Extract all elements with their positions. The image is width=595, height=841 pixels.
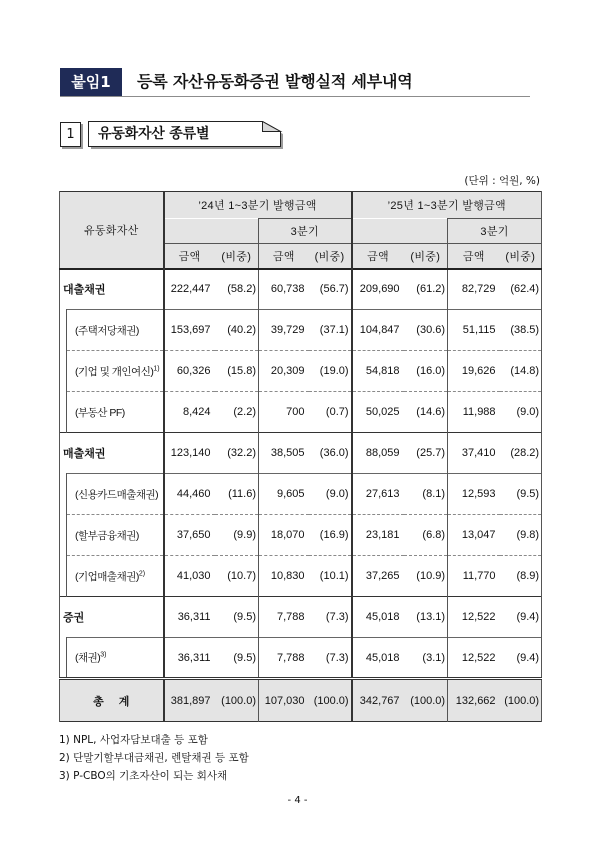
amount-2024-q3: 38,505: [259, 433, 309, 474]
footnote: 3) P-CBO의 기초자산이 되는 회사채: [59, 770, 228, 782]
unit-note: (단위 : 억원, %): [464, 175, 540, 187]
amount-2024-ytd: 36,311: [164, 638, 215, 679]
amount-2024-q3: 39,729: [259, 310, 309, 351]
header-2024-ytd: ’24년 1~3분기 발행금액: [164, 192, 352, 219]
share-2025-q3: (28.2): [500, 433, 542, 474]
amount-2025-q3: 82,729: [448, 269, 500, 310]
share-2024-ytd: (9.9): [215, 515, 259, 556]
share-2024-q3: (36.0): [309, 433, 352, 474]
header-2024-ytd-continued: [164, 219, 259, 244]
row-label: (채권): [75, 652, 101, 664]
amount-2025-ytd: 23,181: [352, 515, 404, 556]
amount-2025-q3: 37,410: [448, 433, 500, 474]
group-indent: [60, 474, 67, 597]
amount-2025-q3: 12,522: [448, 597, 500, 638]
amount-2024-ytd: 381,897: [164, 679, 215, 722]
footnote-marker: 3): [100, 651, 107, 659]
amount-2024-ytd: 36,311: [164, 597, 215, 638]
share-2025-q3: (62.4): [500, 269, 542, 310]
row-label: (주택저당채권): [67, 310, 164, 351]
annex-label: 붙임1: [60, 68, 122, 96]
share-2025-ytd: (10.9): [404, 556, 448, 597]
amount-2025-ytd: 37,265: [352, 556, 404, 597]
table-row: [60, 556, 542, 597]
table-row: [60, 474, 542, 515]
share-2024-ytd: (9.5): [215, 638, 259, 679]
share-2025-ytd: (13.1): [404, 597, 448, 638]
header-2024-q3: 3분기: [259, 219, 352, 244]
share-2025-ytd: (16.0): [404, 351, 448, 392]
share-2024-ytd: (11.6): [215, 474, 259, 515]
amount-2025-q3: 11,770: [448, 556, 500, 597]
amount-2024-ytd: 153,697: [164, 310, 215, 351]
footnote-marker: 1): [153, 365, 160, 372]
amount-2025-q3: 12,593: [448, 474, 500, 515]
title-underline: [60, 96, 530, 97]
amount-2024-ytd: 44,460: [164, 474, 215, 515]
share-2024-q3: (7.3): [309, 638, 352, 679]
header-amount: 금액: [352, 244, 404, 269]
share-2025-ytd: (30.6): [404, 310, 448, 351]
share-2025-ytd: (14.6): [404, 392, 448, 433]
row-label: (신용카드매출채권): [67, 474, 164, 515]
table-row: [60, 597, 542, 638]
share-2024-ytd: (15.8): [215, 351, 259, 392]
total-label: 총 계: [60, 679, 164, 722]
share-2025-q3: (9.4): [500, 638, 542, 679]
amount-2025-q3: 12,522: [448, 638, 500, 679]
share-2025-q3: (100.0): [500, 679, 542, 722]
amount-2025-ytd: 27,613: [352, 474, 404, 515]
table-row: [60, 515, 542, 556]
amount-2024-ytd: 222,447: [164, 269, 215, 310]
section-title: 유동화자산 종류별: [98, 126, 210, 142]
amount-2025-ytd: 104,847: [352, 310, 404, 351]
amount-2024-ytd: 41,030: [164, 556, 215, 597]
page-number: - 4 -: [287, 795, 308, 806]
share-2025-q3: (9.0): [500, 392, 542, 433]
row-label-cell: [67, 351, 164, 392]
share-2024-ytd: (40.2): [215, 310, 259, 351]
amount-2024-q3: 700: [259, 392, 309, 433]
share-2024-q3: (100.0): [309, 679, 352, 722]
row-label: 대출채권: [60, 269, 164, 310]
amount-2024-q3: 60,738: [259, 269, 309, 310]
share-2025-ytd: (3.1): [404, 638, 448, 679]
total-row: [60, 679, 542, 722]
table-row: [60, 433, 542, 474]
amount-2025-q3: 11,988: [448, 392, 500, 433]
row-label: (부동산 PF): [67, 392, 164, 433]
share-2024-ytd: (2.2): [215, 392, 259, 433]
header-2025-q3: 3분기: [448, 219, 542, 244]
row-label-cell: [67, 556, 164, 597]
amount-2024-ytd: 8,424: [164, 392, 215, 433]
header-share: (비중): [215, 244, 259, 269]
row-label-cell: [67, 638, 164, 679]
header-share: (비중): [309, 244, 352, 269]
header-amount: 금액: [259, 244, 309, 269]
header-asset-type: 유동화자산: [60, 192, 164, 269]
share-2024-q3: (19.0): [309, 351, 352, 392]
share-2024-ytd: (100.0): [215, 679, 259, 722]
amount-2024-ytd: 37,650: [164, 515, 215, 556]
table-row: [60, 269, 542, 310]
amount-2024-q3: 10,830: [259, 556, 309, 597]
share-2024-ytd: (9.5): [215, 597, 259, 638]
row-label: (할부금융채권): [67, 515, 164, 556]
header-amount: 금액: [164, 244, 215, 269]
table-row: [60, 351, 542, 392]
share-2024-q3: (9.0): [309, 474, 352, 515]
amount-2025-q3: 132,662: [448, 679, 500, 722]
share-2024-q3: (37.1): [309, 310, 352, 351]
footnote: 2) 단말기할부대금채권, 렌탈채권 등 포함: [59, 752, 249, 764]
amount-2025-ytd: 88,059: [352, 433, 404, 474]
amount-2025-q3: 13,047: [448, 515, 500, 556]
table-row: [60, 638, 542, 679]
share-2025-q3: (38.5): [500, 310, 542, 351]
section-number: 1: [60, 122, 81, 147]
footnotes: [59, 731, 249, 785]
row-label: 증권: [60, 597, 164, 638]
amount-2025-q3: 51,115: [448, 310, 500, 351]
amount-2024-q3: 9,605: [259, 474, 309, 515]
amount-2024-ytd: 123,140: [164, 433, 215, 474]
share-2024-q3: (16.9): [309, 515, 352, 556]
header-row: [60, 192, 542, 219]
section-title-box: [88, 121, 284, 149]
row-label: 매출채권: [60, 433, 164, 474]
share-2024-ytd: (58.2): [215, 269, 259, 310]
amount-2024-q3: 7,788: [259, 638, 309, 679]
amount-2024-q3: 20,309: [259, 351, 309, 392]
header-amount: 금액: [448, 244, 500, 269]
share-2025-q3: (9.5): [500, 474, 542, 515]
amount-2025-q3: 19,626: [448, 351, 500, 392]
group-indent: [60, 310, 67, 433]
header-share: (비중): [500, 244, 542, 269]
share-2024-q3: (7.3): [309, 597, 352, 638]
share-2025-ytd: (100.0): [404, 679, 448, 722]
share-2025-ytd: (25.7): [404, 433, 448, 474]
amount-2024-q3: 107,030: [259, 679, 309, 722]
footnote: 1) NPL, 사업자담보대출 등 포함: [59, 734, 208, 746]
amount-2025-ytd: 209,690: [352, 269, 404, 310]
share-2024-q3: (0.7): [309, 392, 352, 433]
share-2025-q3: (14.8): [500, 351, 542, 392]
amount-2024-q3: 18,070: [259, 515, 309, 556]
table-row: [60, 310, 542, 351]
table-row: [60, 392, 542, 433]
header-share: (비중): [404, 244, 448, 269]
share-2025-q3: (8.9): [500, 556, 542, 597]
row-label: (기업매출채권): [75, 570, 139, 583]
amount-2025-ytd: 45,018: [352, 597, 404, 638]
row-label: (기업 및 개인여신): [75, 365, 154, 378]
share-2024-q3: (10.1): [309, 556, 352, 597]
share-2025-q3: (9.4): [500, 597, 542, 638]
share-2024-ytd: (32.2): [215, 433, 259, 474]
share-2024-q3: (56.7): [309, 269, 352, 310]
amount-2025-ytd: 54,818: [352, 351, 404, 392]
share-2025-ytd: (61.2): [404, 269, 448, 310]
footnote-marker: 2): [138, 570, 146, 577]
amount-2025-ytd: 342,767: [352, 679, 404, 722]
issuance-table: [59, 191, 542, 722]
header-2025-ytd: ’25년 1~3분기 발행금액: [352, 192, 542, 219]
group-indent: [60, 638, 67, 679]
share-2025-q3: (9.8): [500, 515, 542, 556]
amount-2024-ytd: 60,326: [164, 351, 215, 392]
amount-2025-ytd: 50,025: [352, 392, 404, 433]
amount-2025-ytd: 45,018: [352, 638, 404, 679]
amount-2024-q3: 7,788: [259, 597, 309, 638]
page-title: 등록 자산유동화증권 발행실적 세부내역: [137, 72, 413, 91]
share-2025-ytd: (8.1): [404, 474, 448, 515]
header-2025-ytd-continued: [352, 219, 448, 244]
share-2024-ytd: (10.7): [215, 556, 259, 597]
share-2025-ytd: (6.8): [404, 515, 448, 556]
